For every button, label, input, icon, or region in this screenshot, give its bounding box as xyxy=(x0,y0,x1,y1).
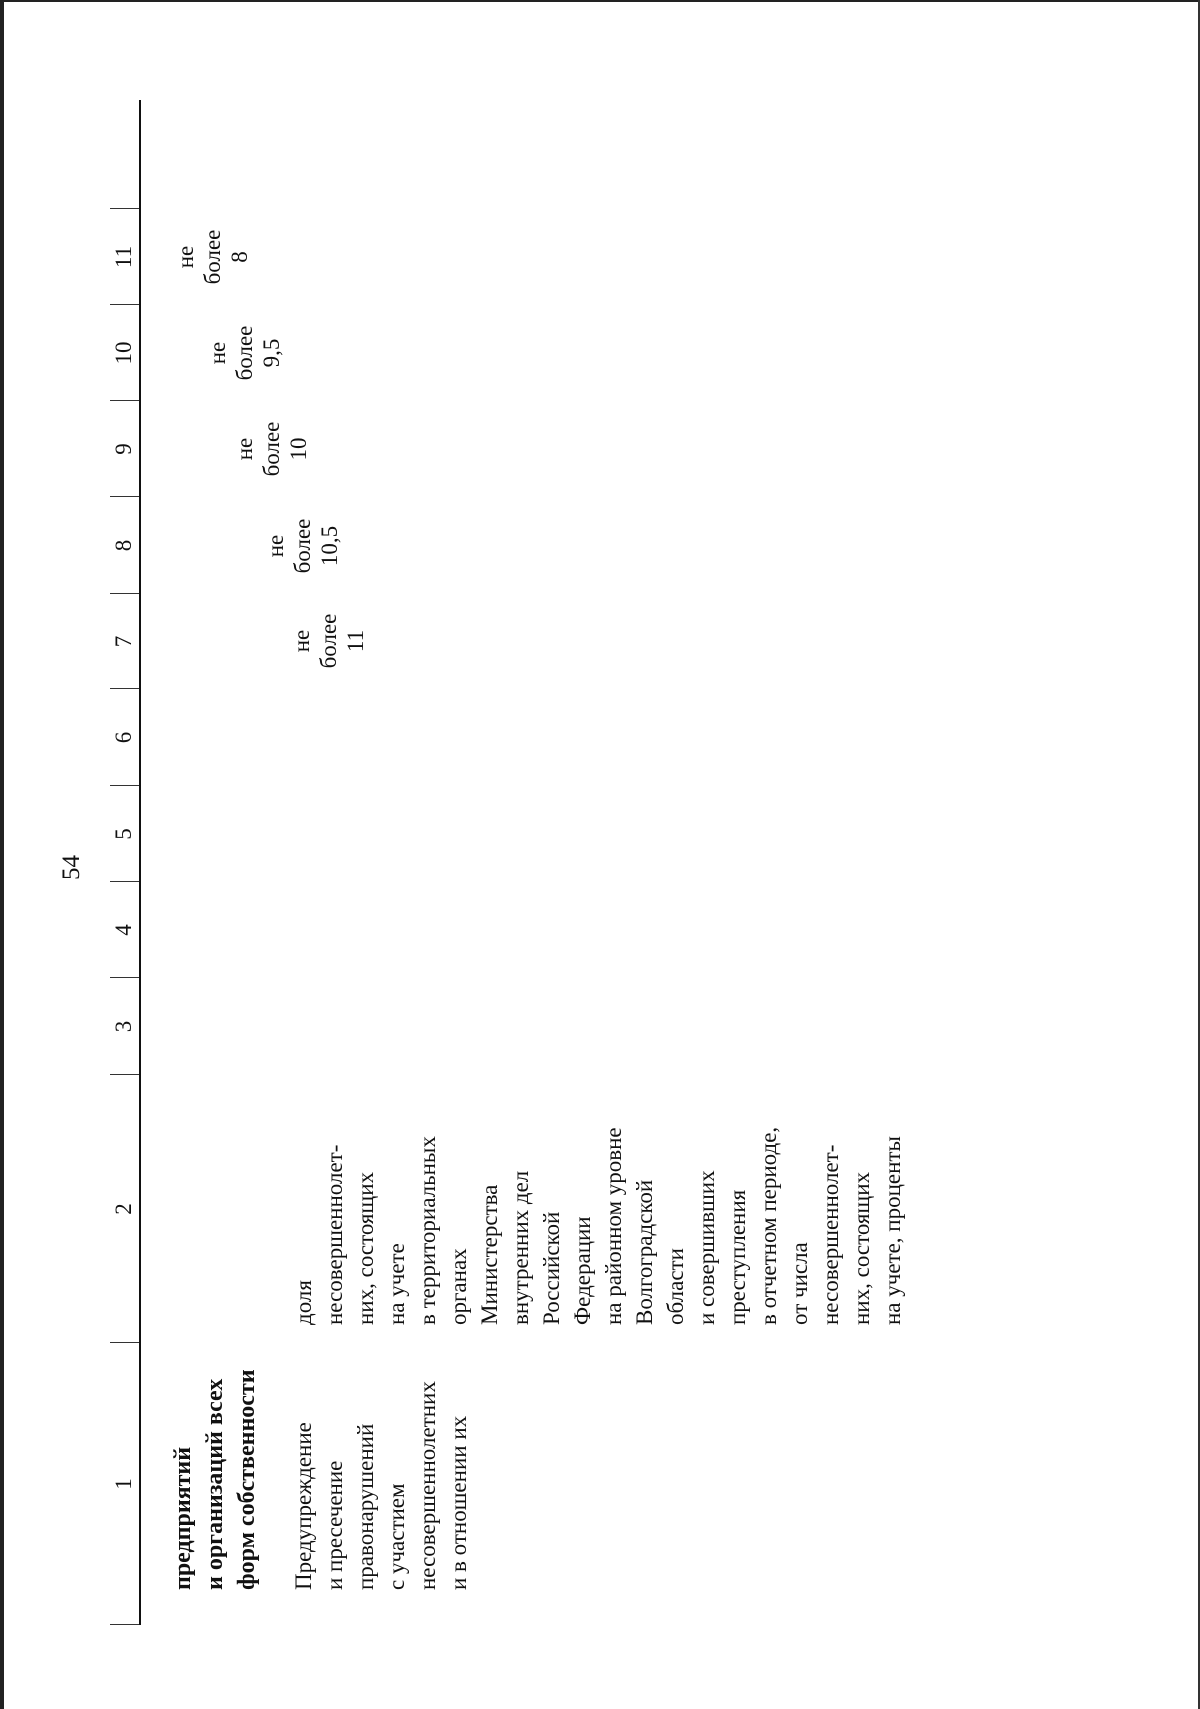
target-number: 8 xyxy=(227,251,252,263)
column-header-5: 5 xyxy=(111,828,136,840)
target-prefix: не xyxy=(289,629,314,653)
target-value-col-8 xyxy=(262,498,343,594)
target-number: 9,5 xyxy=(259,338,284,368)
column-divider xyxy=(110,208,140,209)
column-header-11: 11 xyxy=(111,245,136,269)
column-header-6: 6 xyxy=(111,731,136,744)
target-number: 10,5 xyxy=(317,525,342,567)
column-header-1: 1 xyxy=(111,1478,136,1490)
target-value-col-10 xyxy=(204,305,285,401)
target-value-col-7 xyxy=(288,593,369,689)
scan-edge-top xyxy=(0,0,1200,2)
row-name: Предупреждение и пресечение правонарушений с участием несовершеннолетних и в отношении их xyxy=(291,1381,471,1590)
target-word: более xyxy=(232,325,257,381)
page-number: 54 xyxy=(58,855,85,880)
target-number: 11 xyxy=(343,629,368,653)
rotated-page xyxy=(58,100,1190,1625)
target-word: более xyxy=(200,229,225,285)
target-prefix: не xyxy=(173,245,198,269)
indicator-description: доля несовершеннолет- них, состоящих на учете в территориальных органах Министерства внутренних дел Российской Федерации на районном уровне Волгоградской области и совершивших преступления в отчетном периоде, от числа несовершеннолет- них, состоящих на учете, проценты xyxy=(291,1126,905,1325)
target-value-col-11 xyxy=(172,209,253,305)
column-header-8: 8 xyxy=(111,539,136,552)
target-value-col-9 xyxy=(231,401,312,497)
target-number: 10 xyxy=(286,437,311,461)
column-header-4: 4 xyxy=(111,924,136,936)
column-header-3: 3 xyxy=(111,1020,136,1033)
section-heading: предприятий и организаций всех форм собственности xyxy=(170,1369,260,1590)
column-header-2: 2 xyxy=(111,1203,136,1215)
scan-edge-left xyxy=(0,0,4,1709)
column-header-10: 10 xyxy=(111,341,136,365)
column-header-9: 9 xyxy=(111,443,136,455)
target-word: более xyxy=(316,613,341,669)
target-prefix: не xyxy=(263,534,288,558)
target-prefix: не xyxy=(232,437,257,461)
target-prefix: не xyxy=(205,341,230,365)
column-header-7: 7 xyxy=(111,635,136,648)
table-header xyxy=(110,100,140,1625)
target-word: более xyxy=(290,518,315,574)
header-rule xyxy=(139,100,141,1625)
target-word: более xyxy=(259,421,284,477)
